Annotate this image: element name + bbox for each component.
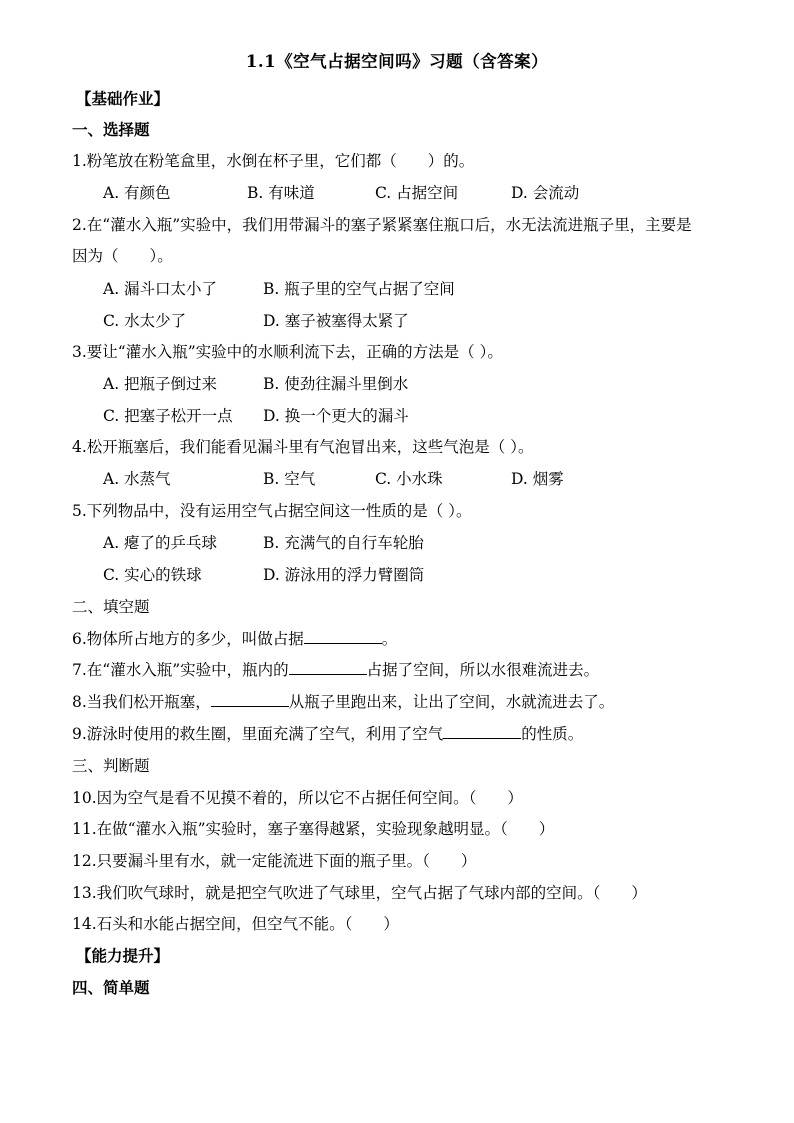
option-d: D. 烟雾 xyxy=(511,470,564,488)
option-b: B. 使劲往漏斗里倒水 xyxy=(263,375,409,393)
question-2-stem-cont: 因为（ ）。 xyxy=(72,247,173,265)
answer-blank[interactable] xyxy=(304,628,382,644)
question-3-stem: 3.要让“灌水入瓶”实验中的水顺利流下去，正确的方法是（ ）。 xyxy=(72,343,503,361)
question-1-stem: 1.粉笔放在粉笔盒里，水倒在杯子里，它们都（ ）的。 xyxy=(72,152,475,170)
option-a: A. 漏斗口太小了 xyxy=(103,280,218,298)
question-10: 10.因为空气是看不见摸不着的，所以它不占据任何空间。（ ） xyxy=(72,789,523,807)
answer-blank[interactable] xyxy=(211,691,289,707)
option-c: C. 把塞子松开一点 xyxy=(103,407,233,425)
option-d: D. 会流动 xyxy=(511,184,580,202)
option-a: A. 瘪了的乒乓球 xyxy=(103,534,218,552)
question-7-text: 7.在“灌水入瓶”实验中，瓶内的 xyxy=(72,661,289,679)
question-8 xyxy=(72,691,614,713)
answer-blank[interactable] xyxy=(443,723,521,739)
question-11: 11.在做“灌水入瓶”实验时，塞子塞得越紧，实验现象越明显。（ ） xyxy=(72,820,555,838)
option-c: C. 实心的铁球 xyxy=(103,566,202,584)
question-8-text-end: 从瓶子里跑出来，让出了空间，水就流进去了。 xyxy=(288,693,615,711)
question-12: 12.只要漏斗里有水，就一定能流进下面的瓶子里。（ ） xyxy=(72,852,477,870)
question-9-text-end: 的性质。 xyxy=(521,725,584,743)
page-title: 1.1《空气占据空间吗》习题（含答案） xyxy=(245,52,549,71)
question-6 xyxy=(72,628,397,650)
section-fill: 二、填空题 xyxy=(72,598,150,616)
option-c: C. 小水珠 xyxy=(375,470,443,488)
option-b: B. 有味道 xyxy=(247,184,315,202)
option-a: A. 水蒸气 xyxy=(103,470,171,488)
question-6-text: 6.物体所占地方的多少，叫做占据 xyxy=(72,630,304,648)
option-d: D. 游泳用的浮力臂圈筒 xyxy=(263,566,425,584)
option-a: A. 有颜色 xyxy=(103,184,171,202)
section-choice: 一、选择题 xyxy=(72,120,150,139)
section-judge: 三、判断题 xyxy=(72,757,150,775)
question-14: 14.石头和水能占据空间，但空气不能。（ ） xyxy=(72,915,399,933)
question-9-text: 9.游泳时使用的救生圈，里面充满了空气，利用了空气 xyxy=(72,725,444,743)
section-short: 四、简单题 xyxy=(72,978,150,997)
question-2-stem: 2.在“灌水入瓶”实验中，我们用带漏斗的塞子紧紧塞住瓶口后，水无法流进瓶子里，主要是 xyxy=(72,216,692,234)
option-b: B. 瓶子里的空气占据了空间 xyxy=(263,280,455,298)
option-c: C. 占据空间 xyxy=(375,184,459,202)
option-d: D. 换一个更大的漏斗 xyxy=(263,407,409,425)
option-b: B. 充满气的自行车轮胎 xyxy=(263,534,424,552)
option-a: A. 把瓶子倒过来 xyxy=(103,375,218,393)
question-7-text-end: 占据了空间，所以水很难流进去。 xyxy=(366,661,600,679)
answer-blank[interactable] xyxy=(289,659,367,675)
section-ability: 【能力提升】 xyxy=(76,946,170,965)
question-13: 13.我们吹气球时，就是把空气吹进了气球里，空气占据了气球内部的空间。（ ） xyxy=(72,884,647,902)
section-basic: 【基础作业】 xyxy=(76,89,170,108)
question-9 xyxy=(72,723,583,745)
question-8-text: 8.当我们松开瓶塞， xyxy=(72,693,211,711)
option-b: B. 空气 xyxy=(263,470,316,488)
question-4-stem: 4.松开瓶塞后，我们能看见漏斗里有气泡冒出来，这些气泡是（ ）。 xyxy=(72,438,534,456)
option-d: D. 塞子被塞得太紧了 xyxy=(263,312,409,330)
option-c: C. 水太少了 xyxy=(103,312,187,330)
question-6-text-end: 。 xyxy=(381,630,398,648)
question-7 xyxy=(72,659,599,681)
question-5-stem: 5.下列物品中，没有运用空气占据空间这一性质的是（ ）。 xyxy=(72,502,472,520)
